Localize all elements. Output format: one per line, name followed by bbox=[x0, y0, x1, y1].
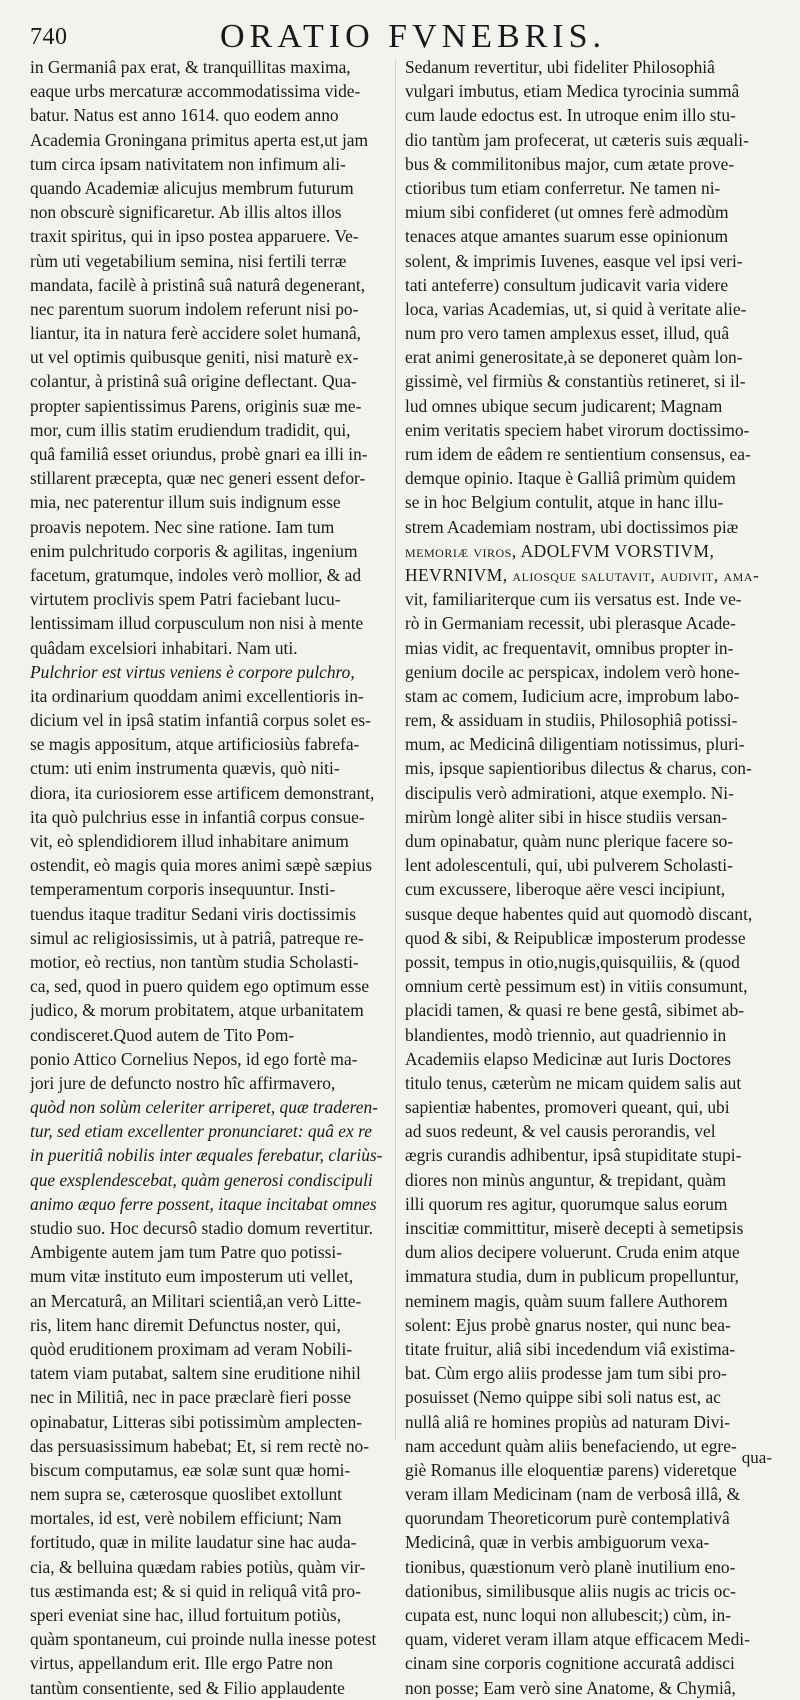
text-line: immatura studia, dum in publicum propelluntur, bbox=[405, 1266, 740, 1287]
text-line: non posse; Eam verò sine Anatome, & Chymiâ, bbox=[405, 1677, 736, 1698]
text-line: quam, videret veram illam atque efficacem Medi- bbox=[405, 1629, 750, 1650]
text-line: Medicinâ, quæ in verbis ambiguorum vexa- bbox=[405, 1532, 710, 1553]
text-line: Academiis elapso Medicinæ aut Iuris Doctores bbox=[405, 1048, 731, 1069]
text-line: tum circa ipsam nativitatem non infimum ali- bbox=[30, 153, 346, 174]
text-line: blandientes, modò triennio, aut quadriennio in bbox=[405, 1024, 727, 1045]
text-line: tuendus itaque traditur Sedani viris doctissimis bbox=[30, 903, 357, 924]
text-line: quòd non solùm celeriter arriperet, quæ traderen- bbox=[30, 1097, 378, 1118]
text-line: tenaces atque amantes suarum esse opinionum bbox=[405, 226, 729, 247]
text-line: mortales, id est, verè nobilem efficiunt; Nam bbox=[30, 1508, 342, 1529]
text-line: memoriæ viros, ADOLFVM VORSTIVM, bbox=[405, 540, 715, 561]
text-line: mandata, facilè à pristinâ suâ naturâ degenerant, bbox=[30, 274, 366, 295]
text-line: tati anteferre) consultum judicavit varia videre bbox=[405, 274, 729, 295]
text-line: an Mercaturâ, an Militari scientiâ,an verò Litte- bbox=[30, 1290, 362, 1311]
text-line: dationibus, similibusque aliis nugis ac tricis oc- bbox=[405, 1580, 736, 1601]
text-line: cinam sine corporis cognitione accuratâ addisci bbox=[405, 1653, 735, 1674]
text-line: que exsplendescebat, quàm generosi condiscipuli bbox=[30, 1169, 373, 1190]
text-line: vit, familiariterque cum iis versatus est. Inde ve- bbox=[405, 589, 742, 610]
text-line: cum laude edoctus est. In utroque enim illo stu- bbox=[405, 105, 736, 126]
text-line: HEVRNIVM, aliosque salutavit, audivit, ama- bbox=[405, 564, 760, 585]
text-line: jori jure de defuncto nostro hîc affirmavero, bbox=[30, 1072, 336, 1093]
text-line: inscitiæ committitur, miserè decepti à semetipsis bbox=[405, 1218, 744, 1238]
text-line: mis, ipsque sapientioribus dilectus & charus, con- bbox=[405, 758, 752, 779]
text-line: giè Romanus ille eloquentiæ parens) videretque bbox=[405, 1459, 737, 1480]
text-line: simul ac religiosissimis, ut à patriâ, patreque re- bbox=[30, 927, 364, 948]
text-line: opinabatur, Litteras sibi potissimùm amplecten- bbox=[30, 1411, 363, 1432]
text-line: rem, & assiduam in studiis, Philosophiâ potissi- bbox=[405, 710, 738, 731]
text-line: num pro vero tamen amplexus esset, illud, quâ bbox=[405, 323, 730, 344]
text-line: stillarent præcepta, quæ nec generi essent defor- bbox=[30, 468, 366, 489]
text-line: motior, eò rectius, non tantùm studia Scholasti- bbox=[30, 951, 359, 972]
text-line: nec in Militiâ, nec in pace præclarè fieri posse bbox=[30, 1387, 352, 1408]
text-line: ca, sed, quod in puero quidem ego optimum esse bbox=[30, 976, 370, 997]
text-line: ita ordinarium quoddam animi excellentioris in- bbox=[30, 685, 364, 706]
text-line: batur. Natus est anno 1614. quo eodem anno bbox=[30, 105, 339, 126]
text-line: studio suo. Hoc decursô stadio domum revertitur. bbox=[30, 1218, 373, 1238]
text-line: non obscurè significaretur. Ab illis altos illos bbox=[30, 202, 342, 223]
text-line: vit, eò splendidiorem illud inhabitare animum bbox=[30, 831, 349, 851]
text-line: rò in Germaniam recessit, ubi plerasque Acade- bbox=[405, 613, 736, 634]
text-line: lentissimam illud corpusculum non nisi à mente bbox=[30, 613, 364, 634]
text-line: in Germaniâ pax erat, & tranquillitas maxima, bbox=[30, 57, 351, 77]
text-line: illi quorum res agitur, quorumque salus eorum bbox=[405, 1193, 728, 1214]
text-line: placidi tamen, & quasi re bene gestâ, sibimet ab- bbox=[405, 1000, 745, 1021]
text-line: mor, cum illis statim erudiendum tradidit, qui, bbox=[30, 419, 351, 440]
text-line: traxit spiritus, qui in ipso postea apparuere. Ve- bbox=[30, 226, 359, 247]
text-line: virtutem proclivis spem Patri faciebant lucu- bbox=[30, 589, 341, 610]
text-line: das persuasissimum habebat; Et, si rem rectè no- bbox=[30, 1435, 370, 1456]
text-line: enim veritatis speciem habet virorum doctissimo- bbox=[405, 419, 750, 440]
text-line: quâ familiâ esset oriundus, probè gnari ea illi in- bbox=[30, 444, 368, 464]
text-line: cia, & belluina quædam rabies potiùs, quàm vir- bbox=[30, 1556, 366, 1577]
text-line: judico, & morum probitatem, atque urbanitatem bbox=[30, 1000, 364, 1021]
text-line: quorundam Theoreticorum purè contemplativâ bbox=[405, 1508, 730, 1529]
page-header bbox=[30, 18, 770, 58]
catchword: qua- bbox=[741, 1448, 772, 1467]
text-line: fortitudo, quæ in milite laudatur sine hac auda- bbox=[30, 1532, 357, 1553]
text-line: lent adolescentuli, qui, ubi pulverem Scholasti- bbox=[405, 855, 733, 876]
column-divider bbox=[395, 60, 396, 1440]
running-title: ORATIO FVNEBRIS. bbox=[220, 18, 607, 55]
text-line: neminem magis, quàm suum fallere Authorem bbox=[405, 1290, 728, 1311]
text-line: dio tantùm jam profecerat, ut cæteris suis æquali- bbox=[405, 129, 749, 150]
text-line: mum, ac Medicinâ diligentiam notissimus, pluri- bbox=[405, 734, 745, 755]
text-line: temperamentum corporis insequuntur. Insti- bbox=[30, 879, 336, 900]
text-line: ponio Attico Cornelius Nepos, id ego fortè ma- bbox=[30, 1048, 358, 1069]
text-line: vulgari imbutus, etiam Medica tyrocinia summâ bbox=[405, 81, 740, 102]
text-line: eaque urbs mercaturæ accommodatissima vide- bbox=[30, 81, 361, 102]
text-line: ægris curandis adhibentur, ipsâ stupiditate stupi- bbox=[405, 1145, 742, 1166]
text-line: possit, tempus in otio,nugis,quisquiliis, & (quod bbox=[405, 951, 740, 972]
text-line: Ambigente autem jam tum Patre quo potissi- bbox=[30, 1242, 343, 1263]
text-line: biscum computamus, eæ solæ sunt quæ homi- bbox=[30, 1459, 351, 1480]
text-line: tionibus, quæstionum verò planè inutilium eno- bbox=[405, 1556, 736, 1577]
text-line: cum excussere, liberoque aëre vesci incipiunt, bbox=[405, 879, 726, 900]
text-line: rùm uti vegetabilium semina, nisi fertili terræ bbox=[30, 250, 347, 271]
text-line: tatem viam putabat, saltem sine eruditione nihil bbox=[30, 1363, 361, 1384]
text-line: titate fruitur, aliâ sibi incedendum viâ existima- bbox=[405, 1338, 736, 1359]
text-line: mia, nec paterentur illum suis indignum esse bbox=[30, 492, 341, 513]
text-line: rum idem de eâdem re sentientium consensus, ea- bbox=[405, 444, 751, 464]
text-line: diora, ita curiosiorem esse artificem demonstrant, bbox=[30, 782, 375, 803]
text-line: nullâ aliâ re homines propiùs ad naturam Divi- bbox=[405, 1411, 731, 1432]
text-line: tus æstimanda est; & si quid in reliquâ vitâ pro- bbox=[30, 1580, 361, 1601]
text-line: dicium vel in ipsâ statim infantiâ corpus solet es- bbox=[30, 710, 371, 731]
text-line: sapientiæ habentes, promoveri queant, qui, ubi bbox=[405, 1097, 730, 1118]
text-line: strem Academiam nostram, ubi doctissimos piæ bbox=[405, 516, 739, 537]
text-line: tur, sed etiam excellenter pronunciaret: quâ ex re bbox=[30, 1121, 372, 1142]
text-line: omnium certè pessimum est) in vitiis consumunt, bbox=[405, 976, 748, 997]
text-line: genium docile ac perspicax, indolem verò hone- bbox=[405, 661, 740, 682]
text-line: speri eveniat sine hac, illud fortuitum potiùs, bbox=[30, 1605, 342, 1625]
text-line: demque opinio. Itaque è Galliâ primùm quidem bbox=[405, 468, 736, 489]
text-line: diores non minùs anguntur, & trepidant, quàm bbox=[405, 1169, 726, 1190]
text-line: ostendit, eò magis quia mores animi sæpè sæpius bbox=[30, 855, 372, 876]
text-line: quando Academiæ alicujus membrum futurum bbox=[30, 177, 354, 198]
text-line: discipulis verò admirationi, atque exemplo. Ni- bbox=[405, 782, 734, 803]
text-line: liantur, ita in natura ferè accidere solet humanâ, bbox=[30, 323, 362, 344]
text-line: dum alios decipere voluerunt. Cruda enim atque bbox=[405, 1242, 740, 1263]
text-line: solent, & imprimis Iuvenes, easque vel ipsi veri- bbox=[405, 250, 743, 271]
text-line: se in hoc Belgium contulit, atque in hanc illu- bbox=[405, 492, 724, 513]
text-line: ad suos redeunt, & vel causis perorandis, vel bbox=[405, 1121, 716, 1142]
text-line: lud omnes ubique secum judicarent; Magnam bbox=[405, 395, 723, 416]
text-line: animo æquo ferre possent, itaque incitabat omnes bbox=[30, 1193, 377, 1214]
text-line: susque deque habentes quid aut quomodò discant, bbox=[405, 903, 753, 924]
text-line: nem supra se, cæterosque quoslibet extollunt bbox=[30, 1484, 343, 1505]
text-line: se magis appositum, atque artificiosiùs fabrefa- bbox=[30, 734, 360, 755]
text-line: veram illam Medicinam (nam de verbosâ illâ, & bbox=[405, 1484, 741, 1505]
text-line: proavis nepotem. Nec sine ratione. Iam tum bbox=[30, 516, 335, 537]
text-line: erat animi generositate,à se deponeret quàm lon- bbox=[405, 347, 743, 368]
text-line: bat. Cùm ergo aliis prodesse jam tum sibi pro- bbox=[405, 1363, 727, 1384]
text-line: titulo tenus, cæterùm ne micam quidem salis aut bbox=[405, 1072, 742, 1093]
text-line: colantur, à pristinâ suâ origine deflectant. Qua- bbox=[30, 371, 357, 392]
text-line: Pulchrior est virtus veniens è corpore pulchro, bbox=[30, 661, 355, 682]
text-line: posuisset (Nemo quippe sibi soli natus est, ac bbox=[405, 1387, 721, 1408]
text-line: ris, litem hanc diremit Defunctus noster, qui, bbox=[30, 1314, 341, 1335]
text-line: ita quò pulchrius esse in infantiâ corpus consue- bbox=[30, 806, 365, 827]
text-line: quâdam excelsiori inhabitari. Nam uti. bbox=[30, 637, 298, 658]
right-text-column bbox=[405, 55, 760, 1700]
text-line: Academia Groningana primitus aperta est,ut jam bbox=[30, 129, 369, 150]
text-line: bus & commilitonibus major, cum ætate prove- bbox=[405, 153, 735, 174]
text-line: ut vel optimis quibusque geniti, nisi maturè ex- bbox=[30, 347, 359, 368]
text-line: mium sibi confideret (ut omnes ferè admodùm bbox=[405, 202, 729, 223]
left-text-column bbox=[30, 55, 385, 1700]
text-line: ctioribus tum etiam conferretur. Ne tamen ni- bbox=[405, 177, 721, 198]
text-line: facetum, gratumque, indoles verò mollior, & ad bbox=[30, 564, 362, 585]
text-line: enim pulchritudo corporis & agilitas, ingenium bbox=[30, 540, 358, 561]
text-line: quod & sibi, & Reipublicæ imposterum prodesse bbox=[405, 927, 746, 948]
text-line: mum vitæ instituto eum imposterum uti vellet, bbox=[30, 1266, 354, 1287]
text-line: cupata est, nunc loqui non allubescit;) cùm, in- bbox=[405, 1605, 731, 1625]
page-number: 740 bbox=[30, 24, 68, 50]
text-line: quòd eruditionem proximam ad veram Nobili- bbox=[30, 1338, 353, 1359]
text-line: condisceret.Quod autem de Tito Pom- bbox=[30, 1024, 295, 1045]
text-line: nec parentum suorum indolem referunt nisi po- bbox=[30, 298, 359, 319]
text-line: nam accedunt quàm aliis benefaciendo, ut egre- bbox=[405, 1435, 737, 1456]
text-line: quàm spontaneum, cui proinde nulla inesse potest bbox=[30, 1629, 377, 1650]
text-line: dum opinabatur, quàm nunc plerique facere so- bbox=[405, 831, 734, 851]
text-line: ctum: uti enim instrumenta quævis, quò niti- bbox=[30, 758, 340, 779]
text-line: mias vidit, ac frequentavit, omnibus propter in- bbox=[405, 637, 734, 658]
text-line: propter sapientissimus Parens, originis suæ me- bbox=[30, 395, 362, 416]
text-line: stam ac comem, Iudicium acre, improbum labo- bbox=[405, 685, 740, 706]
text-line: virtus, appellandum erit. Ille ergo Patre non bbox=[30, 1653, 333, 1674]
text-line: solent: Ejus probè gnarus noster, qui nunc bea- bbox=[405, 1314, 731, 1335]
text-line: loca, varias Academias, ut, si quid à veritate alie- bbox=[405, 298, 747, 319]
text-line: in pueritiâ nobilis inter æquales ferebatur, clariùs- bbox=[30, 1145, 383, 1166]
text-line: gissimè, vel firmiùs & constantiùs retineret, si il- bbox=[405, 371, 746, 392]
text-line: Sedanum revertitur, ubi fideliter Philosophiâ bbox=[405, 57, 715, 77]
text-line: mirùm longè aliter sibi in hisce studiis versan- bbox=[405, 806, 728, 827]
text-line: tantùm consentiente, sed & Filio applaudente bbox=[30, 1677, 345, 1698]
